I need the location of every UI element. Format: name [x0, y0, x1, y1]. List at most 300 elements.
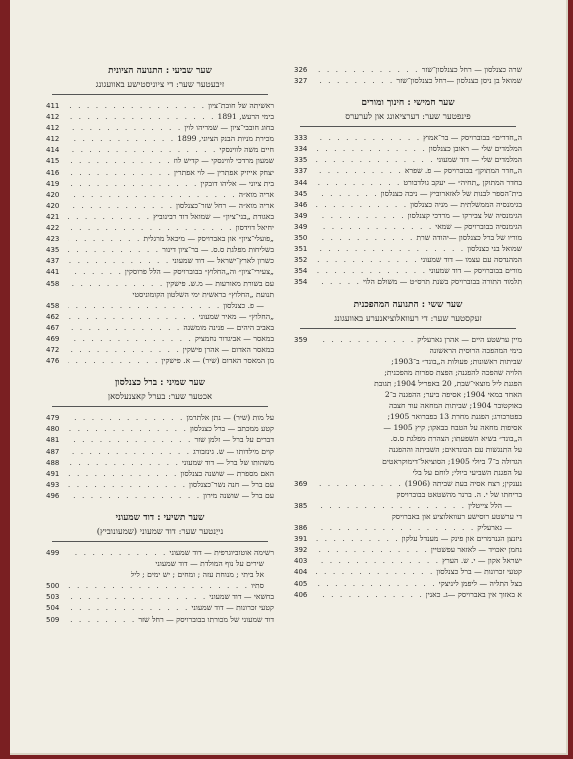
entry-title: ה„בונד״ בשיא השפעתו; הצהרת מפלגת ס.ס.	[390, 434, 522, 444]
entry-title: בימי הרעש, 1891	[217, 112, 274, 122]
toc-entry	[294, 177, 522, 188]
toc-entry	[46, 468, 274, 479]
entry-title: מן המאסר האדום (שיר) — א. פישקין	[161, 356, 274, 366]
entry-title: — גארעליק	[477, 523, 512, 533]
dot-leader	[316, 188, 381, 199]
dot-leader	[316, 254, 421, 265]
toc-entry	[294, 254, 522, 265]
entry-page: 337	[294, 167, 308, 176]
heading-rule	[52, 94, 268, 95]
entry-title: קוים מילדותו — ש. גינזבורג	[193, 446, 274, 456]
dot-leader	[68, 222, 236, 233]
entry-page: 346	[294, 200, 308, 209]
dot-leader	[68, 479, 189, 490]
dot-leader	[68, 255, 172, 266]
entry-page: 334	[294, 145, 308, 154]
dot-leader	[68, 122, 184, 133]
section-gap	[46, 366, 274, 376]
toc-entry	[294, 232, 522, 243]
toc-entry	[294, 75, 522, 86]
entry-title: באגודת „בני־ציון״ — שמואל דוד רבינוביץ	[153, 211, 274, 221]
dot-leader	[316, 555, 442, 566]
toc-entry	[294, 165, 522, 176]
entry-title: משהותו של ברל — דוד שמעוני	[181, 457, 274, 467]
toc-entry	[46, 344, 274, 355]
entry-title: עם בשורת מאורעות — מ.ש. פישקין	[166, 278, 274, 288]
toc-entry	[294, 589, 522, 600]
dot-leader	[316, 544, 431, 555]
section-gap	[294, 86, 522, 96]
dot-leader	[68, 133, 177, 144]
dot-leader	[316, 165, 405, 176]
dot-leader	[316, 500, 468, 511]
entry-page: 351	[294, 245, 308, 254]
dot-leader	[68, 233, 143, 244]
dot-leader	[68, 446, 193, 457]
entry-page: 386	[294, 524, 308, 533]
entry-title: „החלוץ״ — מאיר שמעוני	[198, 311, 274, 321]
entry-title: תנועת „החלוץ״ בראשית ימי השלטון הקומוניסטי	[132, 289, 274, 299]
toc-entry	[46, 457, 274, 468]
part-title: שער שביעי : התנועה הציונית	[108, 66, 212, 76]
toc-entry	[46, 333, 274, 344]
entry-title: ה„חדר המתוקן״ בבוברויסק — פ. שפרא	[404, 166, 522, 176]
toc-entry	[294, 500, 522, 511]
toc-entry	[46, 211, 274, 222]
entry-title: בגימנסיה הממשלתית — מניה כצנלסון	[410, 199, 522, 209]
toc-entry	[294, 243, 522, 254]
entry-title: קטעי זכרונות — ברל כצנלסון	[436, 567, 522, 577]
entry-title: יחיאל דוידסון	[235, 223, 274, 233]
entry-page: 488	[46, 458, 60, 467]
part-subtitle: פינפטער שער: דערציאונג און לערערס	[345, 112, 471, 123]
dot-leader	[316, 243, 467, 254]
dot-leader	[68, 580, 251, 591]
entry-title: האם מספרת — שושנה כצנלסון	[180, 468, 274, 478]
toc-entry	[46, 178, 274, 189]
dot-leader	[316, 533, 402, 544]
dot-leader	[316, 578, 439, 589]
entry-title: עם ברל — שושנה מירון	[203, 490, 274, 500]
dot-leader	[68, 423, 190, 434]
entry-page: 441	[46, 268, 60, 277]
dot-leader	[316, 132, 423, 143]
toc-entry	[46, 233, 274, 244]
toc-entry	[294, 566, 522, 577]
toc-entry	[46, 614, 274, 625]
toc-entry	[46, 412, 274, 423]
entry-page: 469	[46, 334, 60, 343]
entry-title: במאסר — אביגדור נחמציק	[194, 333, 274, 343]
toc-entry	[46, 558, 274, 569]
entry-title: בשליחות מפלגת ס.ס. — בר־ציון דינור	[162, 245, 274, 255]
toc-entry	[46, 189, 274, 200]
dot-leader	[68, 547, 169, 558]
entry-page: 503	[46, 593, 60, 602]
dot-leader	[68, 614, 138, 625]
left-column	[46, 64, 274, 625]
entry-page: 435	[46, 246, 60, 255]
entry-title: בית ציוני — אליהו דובקין	[200, 178, 274, 188]
toc-entry	[294, 522, 522, 533]
entry-page: 354	[294, 278, 308, 287]
entry-page: 487	[46, 447, 60, 456]
entry-title: בחדר המתוקן „תחיה״ — יעקב גולדבורט	[403, 177, 522, 187]
entry-title: ראשיתה של חובת־ציון	[208, 101, 274, 110]
entry-title: כשרון לארץ־ישראל — דוד שמעוני	[172, 256, 274, 266]
entry-title: בחשאי — דוד שמעוני	[209, 592, 274, 602]
entry-title: אל ביתי ; מנוחת עזה ; ומחים ; יש ימים ; ליל	[130, 570, 264, 580]
entry-title: ישראל אקון — י. ש. הערץ	[442, 556, 522, 566]
toc-entry	[294, 555, 522, 566]
entry-page: 412	[46, 113, 60, 122]
toc-entry	[294, 64, 522, 75]
toc-entry	[46, 111, 274, 122]
dot-leader	[68, 200, 176, 211]
dot-leader	[316, 177, 403, 188]
toc-entry	[46, 490, 274, 501]
entry-title: „פועלי־ציון״ און באברויסק — מיכאל מרגלית	[143, 234, 274, 244]
part-title: שער ששי : התנועה המהפכנית	[353, 299, 463, 310]
toc-entry	[294, 422, 522, 433]
part-title: שער חמישי : חינוך ומורים	[361, 98, 455, 109]
part-subtitle: נייַנטער שער: דוד שמעוני (שמעונוביץ)	[96, 527, 224, 537]
entry-page: 414	[46, 146, 60, 155]
dot-leader	[68, 344, 183, 355]
toc-entry	[294, 345, 522, 356]
toc-entry	[294, 356, 522, 367]
entry-page: 476	[46, 357, 60, 366]
entry-title: שרה כצנלסון — רחל כצנלסון־שזר	[421, 65, 522, 74]
heading-rule	[52, 541, 268, 542]
entry-title: הלויה שהפכה להפגנה; הפצת ספרות מהפכנית;	[384, 367, 522, 377]
dot-leader	[68, 412, 186, 423]
entry-title: אריה מוא״ה — רחל שזר־כצנלסון	[176, 200, 274, 210]
entry-title: מיין ערשטע היים — אהרן גארעליק	[417, 334, 522, 344]
dot-leader	[316, 75, 396, 86]
entry-title: אסיפות מחאה על הטבח בבאקו; קיץ 1905 —	[383, 423, 522, 433]
toc-entry	[46, 244, 274, 255]
toc-entry	[294, 210, 522, 221]
toc-entry	[46, 434, 274, 445]
dot-leader	[316, 589, 426, 600]
entry-title: נחמן יאכויד — לאזאר עפשטיין	[430, 545, 522, 555]
entry-title: בצל התליה — ליפמן ליניצקי	[438, 578, 522, 588]
entry-page: 349	[294, 211, 308, 220]
part-subtitle: זיבעטער שער: די ציוניסטישע באוועגונג	[95, 80, 225, 90]
toc-entry	[294, 456, 522, 467]
entry-title: מכירת מניות הבנק הציוני, 1899	[177, 134, 274, 144]
dot-leader	[68, 322, 183, 333]
part-title: שער תשיעי : דוד שמעוני	[115, 513, 205, 523]
toc-entry	[294, 433, 522, 444]
entry-page: 421	[46, 212, 60, 221]
dot-leader	[316, 143, 429, 154]
toc-entry	[294, 533, 522, 544]
entry-page: 416	[46, 168, 60, 177]
dot-leader	[68, 490, 203, 501]
dot-leader	[68, 355, 161, 366]
toc-entry	[294, 411, 522, 422]
entry-title: יצחק אייזיק אפתרין — לוי אפתרין	[173, 167, 274, 177]
toc-entry	[46, 155, 274, 166]
entry-title: חיים משה לווינסקי	[219, 145, 274, 155]
entry-title: שמעון מרדכי לווינסקי — קדיש לוז	[173, 156, 274, 166]
entry-title: שביתות ראשונות; פעולות ה„בונד״ ב־1903;	[391, 356, 522, 366]
dot-leader	[316, 478, 405, 489]
entry-page: 419	[46, 179, 60, 188]
entry-page: 493	[46, 480, 60, 489]
dot-leader	[316, 334, 417, 345]
dot-leader	[68, 100, 208, 111]
dot-leader	[68, 211, 153, 222]
toc-entry	[46, 547, 274, 558]
entry-page: 480	[46, 425, 60, 434]
entry-page: 437	[46, 257, 60, 266]
entry-page: 509	[46, 615, 60, 624]
entry-page: 392	[294, 546, 308, 555]
entry-title: בפטרבורג; הפגנת מחרת 13 בפברואר 1905;	[387, 412, 522, 422]
toc-entry	[294, 221, 522, 232]
entry-title: — הלל צייטלין	[468, 500, 512, 510]
dot-leader	[316, 210, 408, 221]
dot-leader	[68, 189, 239, 200]
entry-page: 458	[46, 279, 60, 288]
dot-leader	[316, 276, 363, 287]
toc-entry	[46, 222, 274, 233]
dot-leader	[68, 591, 209, 602]
entry-page: 326	[294, 66, 308, 74]
toc-entry	[294, 276, 522, 287]
dot-leader	[316, 154, 437, 165]
toc-entry	[46, 133, 274, 144]
dot-leader	[316, 64, 422, 75]
toc-entry	[294, 544, 522, 555]
entry-title: הגימנסיה של צבירקו — מרדכי קצנלסון	[407, 210, 522, 220]
entry-page: 481	[46, 436, 60, 445]
entry-page: 504	[46, 604, 60, 613]
dot-leader	[68, 468, 180, 479]
toc-entry	[294, 400, 522, 411]
toc-entry	[46, 289, 274, 300]
entry-title: באוקטובר 1904; שביתות המחאה עוד חצבה	[388, 401, 522, 411]
entry-title: באביב היהים — פנינה מומשנה	[183, 322, 274, 332]
entry-title: נענקין; רצח אסיה בעת שביתה (1906)	[404, 478, 522, 488]
toc-entry	[46, 602, 274, 613]
section-gap	[294, 288, 522, 298]
entry-page: 423	[46, 235, 60, 244]
toc-entry	[46, 423, 274, 434]
toc-entry	[46, 255, 274, 266]
heading-rule	[300, 126, 516, 127]
entry-page: 422	[46, 224, 60, 233]
entry-title: המלמדים שלי — ראובן כצנלסון	[428, 144, 522, 154]
section-gap	[46, 501, 274, 511]
toc-entry	[294, 467, 522, 478]
entry-title: על מות (שיר) — נתן אלתרמן	[186, 413, 274, 423]
toc-entry	[294, 578, 522, 589]
entry-page: 458	[46, 301, 60, 310]
entry-page: 412	[46, 124, 60, 133]
entry-page: 391	[294, 535, 308, 544]
entry-title: בית־הספר לבנות של לאזארוביץ — ניבה כצנלסון	[380, 188, 522, 198]
dot-leader	[68, 155, 174, 166]
entry-title: במאסר האדום — אהרן פישקין	[182, 345, 274, 355]
entry-page: 500	[46, 582, 60, 591]
entry-page: 327	[294, 77, 308, 86]
entry-title: על התנגשות עם הבונדאים; השביתה וההפגנה	[388, 445, 522, 455]
toc-entry	[46, 355, 274, 366]
toc-entry	[46, 580, 274, 591]
entry-page: 354	[294, 267, 308, 276]
entry-title: שמואל בן ניסן כצנלסון —רחל כצנלסון־שזר	[396, 76, 522, 86]
entry-page: 412	[46, 135, 60, 144]
dot-leader	[68, 457, 182, 468]
toc-entry	[46, 591, 274, 602]
toc-entry	[46, 144, 274, 155]
entry-title: דברים על ברל — זלמן שזר	[194, 435, 274, 445]
entry-page: 349	[294, 222, 308, 231]
toc-entry	[294, 265, 522, 276]
entry-page: 499	[46, 549, 60, 557]
dot-leader	[316, 232, 416, 243]
entry-page: 415	[46, 157, 60, 166]
entry-title: רשימה אוטוביוגרפית — דוד שמעוני	[169, 548, 274, 557]
entry-page: 350	[294, 234, 308, 243]
entry-title: עם ברל — חנה נשר־כצנלסון	[189, 479, 274, 489]
entry-page: 491	[46, 469, 60, 478]
entry-title: א באזוך אין באברויסק —ג. כאנין	[425, 589, 522, 599]
heading-rule	[300, 328, 516, 329]
toc-entry	[46, 122, 274, 133]
toc-entry	[294, 378, 522, 389]
toc-entry	[294, 444, 522, 455]
entry-page: 335	[294, 156, 308, 165]
toc-entry	[294, 199, 522, 210]
toc-entry	[46, 167, 274, 178]
dot-leader	[68, 602, 191, 613]
dot-leader	[68, 178, 200, 189]
toc-entry	[294, 334, 522, 345]
entry-title: האחד במאי 1904; אסיפה ביער; ההפגנה ב־2	[384, 389, 522, 399]
dot-leader	[68, 266, 125, 277]
toc-entry	[294, 143, 522, 154]
entry-title: המהנדסה עם עצמו — דוד שמעוני	[420, 255, 522, 265]
toc-entry	[294, 489, 522, 500]
toc-entry	[294, 367, 522, 378]
toc-entry	[46, 479, 274, 490]
entry-page: 405	[294, 579, 308, 588]
entry-title: ניזנצן הגנרמרים און פינק — מענדל עלקון	[401, 534, 522, 544]
toc-entry	[294, 511, 522, 522]
entry-page: 404	[294, 568, 308, 577]
entry-title: אריה מוא״ה	[238, 189, 274, 199]
entry-page: 369	[294, 479, 308, 488]
entry-page: 385	[294, 501, 308, 510]
entry-page: 496	[46, 491, 60, 500]
dot-leader	[316, 522, 477, 533]
toc-entry	[46, 278, 274, 289]
entry-page: 472	[46, 346, 60, 355]
part-subtitle: אכטער שער: בערל קאצנעלסאן	[107, 392, 213, 403]
dot-leader	[316, 265, 429, 276]
entry-page: 352	[294, 256, 308, 265]
entry-page: 406	[294, 590, 308, 599]
toc-entry	[46, 200, 274, 211]
entry-title: ה„חדרים״ בבוברויסק — בר־אמוץ	[423, 133, 522, 143]
part-subtitle: זעקסטער שער: די רעוואלוציאנערע באוועגונג	[334, 313, 482, 324]
toc-entry	[294, 188, 522, 199]
toc-entry	[46, 322, 274, 333]
dot-leader	[68, 333, 195, 344]
entry-page: 411	[46, 102, 60, 110]
dot-leader	[316, 199, 410, 210]
heading-rule	[52, 406, 268, 407]
entry-page: 420	[46, 201, 60, 210]
part-title: שער שמיני : ברל כצנלסון	[114, 378, 206, 389]
dot-leader	[68, 111, 218, 122]
toc-entry	[46, 300, 274, 311]
dot-leader	[68, 144, 219, 155]
entry-page: 479	[46, 414, 60, 423]
right-column	[294, 64, 522, 600]
entry-page: 462	[46, 312, 60, 321]
entry-title: על הפגנת השביעי ביולי; לוחם על בלי	[412, 467, 522, 477]
entry-title: די ערשטע רוסישע רעוואלוציע און באברויסק	[391, 512, 522, 521]
entry-title: הגימנסיה בבוברויסק — שמאי	[435, 221, 522, 231]
entry-title: הפגנת ליל מוצאי־שבת, 20 באפריל 1904; תגובת	[374, 378, 522, 388]
entry-page: 467	[46, 323, 60, 332]
entry-page: 345	[294, 189, 308, 198]
entry-title: שמואל בני כצנלסון	[467, 244, 522, 254]
dot-leader	[316, 566, 436, 577]
entry-title: שירים על נוף המולדת — דוד שמעוני	[155, 559, 264, 569]
dot-leader	[68, 300, 223, 311]
dot-leader	[68, 278, 166, 289]
entry-title: תלמוד התורה בבוברויסק בשנת תרס״ט — משולם הלוי	[362, 277, 522, 287]
entry-page: 359	[294, 335, 308, 344]
dot-leader	[316, 221, 435, 232]
entry-title: קטע ממכתב — ברל כצנלסון	[189, 424, 274, 434]
entry-title: — פ. כצנלסון	[223, 300, 264, 310]
book-page	[10, 0, 568, 755]
entry-title: בריחתו של י. ה. ברנר מהשטאט בבוברויסק	[396, 489, 522, 499]
entry-page: 420	[46, 190, 60, 199]
entry-title: דוד שמעוני של מכורתו בבוברויסק — רחל שזר	[138, 614, 274, 624]
entry-title: קטעי זכרונות — דוד שמעוני	[191, 603, 274, 613]
entry-title: בימי המהפכה הרוסית הראשונה	[429, 345, 522, 355]
entry-title: סתיו	[251, 581, 264, 591]
entry-page: 403	[294, 557, 308, 566]
entry-title: מוריו של ברל כצנלסון —יהודה שרת	[416, 233, 522, 243]
entry-title: בחוג חובבי־ציון — שמריהו לוין	[184, 123, 274, 133]
entry-page: 344	[294, 178, 308, 187]
toc-entry	[46, 100, 274, 111]
dot-leader	[68, 311, 199, 322]
entry-title: המלמדים שלי — דוד שמעוני	[436, 155, 522, 165]
dot-leader	[68, 167, 174, 178]
toc-entry	[294, 154, 522, 165]
toc-entry	[46, 311, 274, 322]
toc-entry	[294, 389, 522, 400]
entry-title: „צעירי־ציון״ וה„החלוץ״ בבוברויסק — הלל פרוסקין	[124, 267, 274, 277]
dot-leader	[68, 434, 194, 445]
entry-title: הגדולה ב־7 ביולי 1905; הסוציאל־דימוקראטים	[382, 456, 522, 466]
dot-leader	[68, 244, 162, 255]
toc-entry	[46, 569, 274, 580]
toc-entry	[46, 266, 274, 277]
toc-entry	[294, 132, 522, 143]
